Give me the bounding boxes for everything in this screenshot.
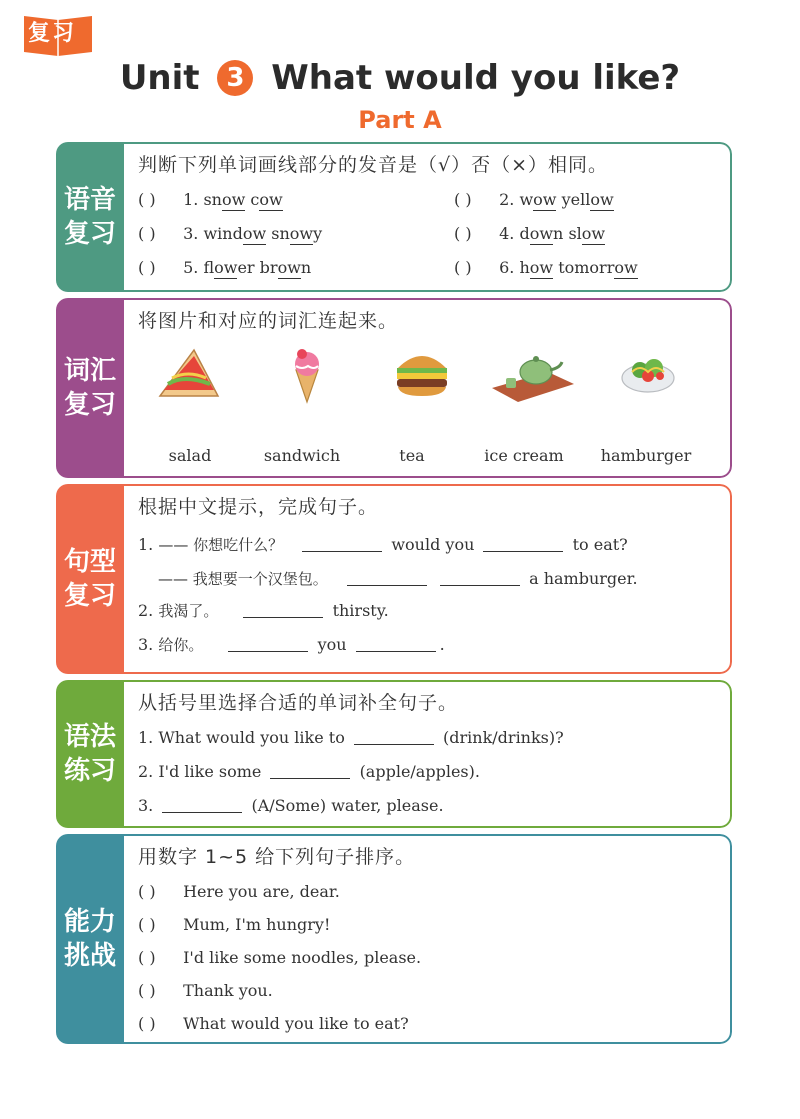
- challenge-item-3[interactable]: ( ) I'd like some noodles, please.: [138, 948, 422, 967]
- grammar-instruction: 从括号里选择合适的单词补全句子。: [138, 692, 459, 714]
- section-vocabulary: [56, 298, 732, 478]
- section-tab-vocabulary: 词汇 复习: [56, 298, 124, 478]
- sentence-line-2: —— 我想要一个汉堡包。 a hamburger.: [158, 569, 638, 588]
- page-subtitle: Part A: [358, 106, 442, 134]
- vocab-word-salad[interactable]: salad: [168, 446, 212, 465]
- vocab-word-sandwich[interactable]: sandwich: [263, 446, 341, 465]
- phonics-item-2[interactable]: ( ) 2. wow yellow: [454, 190, 614, 209]
- challenge-item-1[interactable]: ( ) Here you are, dear.: [138, 882, 340, 901]
- tea-picture[interactable]: [488, 344, 578, 404]
- section-tab-sentence: 句型 复习: [56, 484, 124, 674]
- blank-input[interactable]: [228, 651, 308, 652]
- blank-input[interactable]: [356, 651, 436, 652]
- phonics-instruction: 判断下列单词画线部分的发音是（√）否（×）相同。: [138, 154, 609, 176]
- section-phonics: [56, 142, 732, 292]
- title-text: What would you like?: [271, 58, 681, 98]
- section-grammar: [56, 680, 732, 828]
- blank-input[interactable]: [354, 744, 434, 745]
- challenge-instruction: 用数字 1~5 给下列句子排序。: [138, 846, 416, 868]
- blank-input[interactable]: [162, 812, 242, 813]
- vocab-word-ice-cream[interactable]: ice cream: [484, 446, 564, 465]
- grammar-line-2: 2. I'd like some (apple/apples).: [138, 762, 480, 781]
- sentence-line-1: 1. —— 你想吃什么？ would you to eat?: [138, 535, 628, 554]
- vocab-word-hamburger[interactable]: hamburger: [600, 446, 692, 465]
- challenge-item-2[interactable]: ( ) Mum, I'm hungry!: [138, 915, 331, 934]
- section-tab-grammar: 语法 练习: [56, 680, 124, 828]
- phonics-item-6[interactable]: ( ) 6. how tomorrow: [454, 258, 638, 277]
- review-badge: [22, 12, 94, 56]
- blank-input[interactable]: [440, 585, 520, 586]
- hamburger-picture[interactable]: [392, 344, 452, 400]
- grammar-line-1: 1. What would you like to (drink/drinks)?: [138, 728, 564, 747]
- challenge-item-5[interactable]: ( ) What would you like to eat?: [138, 1014, 409, 1033]
- sentence-line-3: 2. 我渴了。 thirsty.: [138, 601, 389, 620]
- phonics-item-1[interactable]: ( ) 1. snow cow: [138, 190, 283, 209]
- title-unit: Unit: [119, 58, 200, 98]
- badge-label: 复习: [28, 21, 77, 46]
- blank-input[interactable]: [347, 585, 427, 586]
- sentence-instruction: 根据中文提示，完成句子。: [138, 496, 379, 518]
- challenge-item-4[interactable]: ( ) Thank you.: [138, 981, 273, 1000]
- section-sentence: [56, 484, 732, 674]
- blank-input[interactable]: [270, 778, 350, 779]
- grammar-line-3: 3. (A/Some) water, please.: [138, 796, 444, 815]
- salad-picture[interactable]: [618, 344, 678, 400]
- section-tab-challenge: 能力 挑战: [56, 834, 124, 1044]
- blank-input[interactable]: [483, 551, 563, 552]
- section-tab-phonics: 语音 复习: [56, 142, 124, 292]
- vocab-word-tea[interactable]: tea: [399, 446, 425, 465]
- blank-input[interactable]: [302, 551, 382, 552]
- phonics-item-4[interactable]: ( ) 4. down slow: [454, 224, 606, 243]
- page-title: [0, 58, 800, 98]
- phonics-item-3[interactable]: ( ) 3. window snowy: [138, 224, 323, 243]
- sentence-line-4: 3. 给你。 you .: [138, 635, 445, 654]
- sandwich-picture[interactable]: [154, 344, 224, 404]
- unit-number-badge: 3: [217, 60, 253, 96]
- ice-cream-picture[interactable]: [282, 344, 332, 404]
- blank-input[interactable]: [243, 617, 323, 618]
- phonics-item-5[interactable]: ( ) 5. flower brown: [138, 258, 312, 277]
- vocabulary-instruction: 将图片和对应的词汇连起来。: [138, 310, 399, 332]
- section-challenge: [56, 834, 732, 1044]
